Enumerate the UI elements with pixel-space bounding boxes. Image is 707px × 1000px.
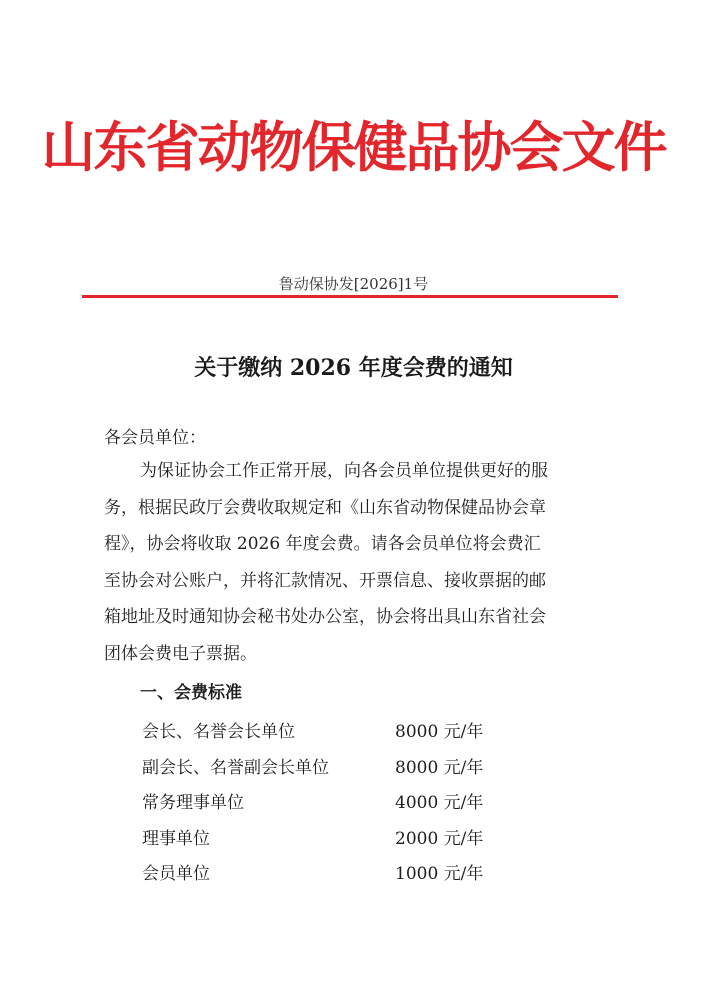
fee-row bbox=[142, 859, 542, 895]
body-line: 为保证协会工作正常开展，向各会员单位提供更好的服 bbox=[140, 461, 548, 481]
notice-title: 关于缴纳 2026 年度会费的通知 bbox=[194, 355, 513, 381]
fee-row bbox=[142, 717, 542, 753]
fee-row bbox=[142, 753, 542, 789]
body-line: 务，根据民政厅会费收取规定和《山东省动物保健品协会章 bbox=[104, 497, 546, 518]
fee-amount: 4000 元/年 bbox=[395, 793, 484, 813]
fee-unit-label: 常务理事单位 bbox=[142, 793, 244, 813]
fee-amount: 8000 元/年 bbox=[395, 722, 484, 742]
body-line: 程》，协会将收取 2026 年度会费。请各会员单位将会费汇 bbox=[104, 534, 541, 554]
fee-unit-label: 会员单位 bbox=[142, 864, 210, 884]
fee-amount: 8000 元/年 bbox=[395, 757, 484, 778]
fee-amount: 1000 元/年 bbox=[395, 864, 484, 884]
fee-unit-label: 会长、名誉会长单位 bbox=[142, 722, 295, 742]
body-line: 箱地址及时通知协会秘书处办公室，协会将出具山东省社会 bbox=[104, 607, 546, 627]
salutation: 各会员单位： bbox=[104, 428, 206, 448]
notice-body bbox=[104, 457, 604, 676]
fee-unit-label: 副会长、名誉副会长单位 bbox=[142, 757, 329, 778]
red-divider-line bbox=[82, 295, 618, 298]
fee-amount: 2000 元/年 bbox=[395, 828, 484, 849]
document-number: 鲁动保协发[2026]1号 bbox=[278, 275, 429, 293]
body-line: 至协会对公账户，并将汇款情况、开票信息、接收票据的邮 bbox=[104, 570, 546, 591]
fee-standard-heading: 一、会费标准 bbox=[140, 683, 242, 703]
fee-standard-list bbox=[142, 717, 542, 895]
fee-row bbox=[142, 824, 542, 860]
fee-unit-label: 理事单位 bbox=[142, 828, 210, 849]
body-line: 团体会费电子票据。 bbox=[104, 643, 257, 664]
masthead-title: 山东省动物保健品协会文件 bbox=[41, 116, 666, 179]
fee-row bbox=[142, 788, 542, 824]
